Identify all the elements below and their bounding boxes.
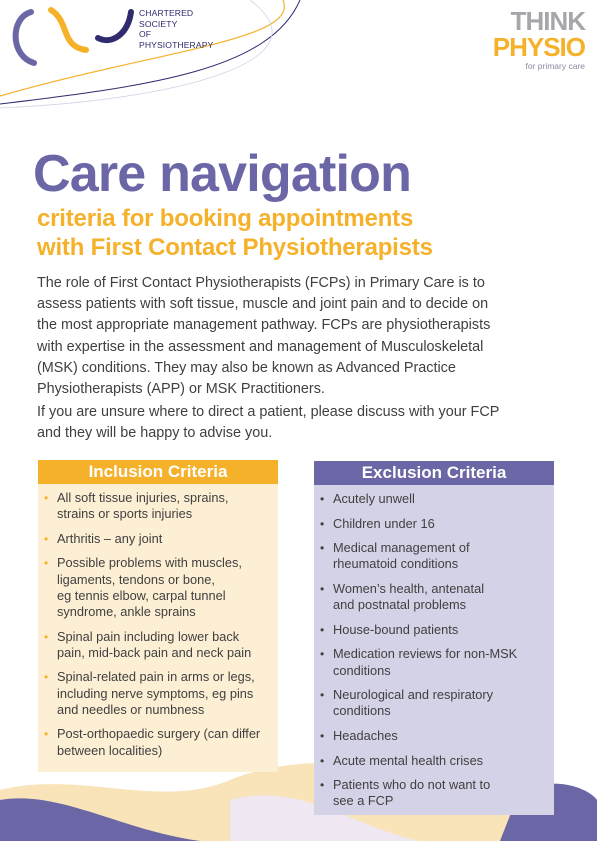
csp-logo-swirl-icon (51, 10, 86, 50)
inclusion-item-text: strains or sports injuries (57, 506, 193, 522)
bullet-icon: • (320, 516, 325, 531)
think-physio-word-physio: PHYSIO (492, 32, 585, 62)
think-physio-word-think: THINK (510, 6, 585, 36)
think-physio-logo (461, 8, 585, 71)
inclusion-item (38, 629, 278, 661)
inclusion-item (38, 669, 278, 718)
bullet-icon: • (44, 556, 49, 571)
exclusion-item (314, 728, 554, 744)
exclusion-item (314, 646, 554, 678)
exclusion-item-text: conditions (333, 662, 391, 678)
bullet-icon: • (320, 647, 325, 662)
bullet-icon: • (320, 728, 325, 743)
inclusion-item-text: Possible problems with muscles, (57, 555, 242, 571)
inclusion-item-text: including nerve symptoms, eg pins (57, 685, 254, 701)
exclusion-item-text: conditions (333, 703, 391, 719)
csp-logo-line: PHYSIOTHERAPY (139, 39, 214, 50)
bullet-icon: • (320, 541, 325, 556)
csp-logo-bracket-right-icon (98, 12, 131, 40)
bullet-icon: • (44, 531, 49, 546)
exclusion-item-text: House-bound patients (333, 621, 459, 637)
inclusion-item-text: All soft tissue injuries, sprains, (57, 490, 229, 505)
bullet-icon: • (44, 727, 49, 742)
bullet-icon: • (44, 629, 49, 644)
csp-logo-text (139, 8, 213, 50)
exclusion-item-text: and postnatal problems (333, 597, 467, 613)
exclusion-item (314, 777, 554, 809)
inclusion-criteria-heading: Inclusion Criteria (38, 460, 278, 484)
header-swoosh-light (0, 0, 272, 108)
inclusion-item-text: Spinal-related pain in arms or legs, (57, 669, 255, 685)
inclusion-item-text: Arthritis – any joint (57, 530, 163, 546)
exclusion-item-text: Headaches (333, 727, 398, 743)
inclusion-criteria-box (38, 460, 278, 772)
exclusion-item-text: Patients who do not want to (333, 777, 491, 793)
bullet-icon: • (320, 778, 325, 793)
inclusion-item-text: between localities) (57, 742, 163, 758)
intro-line: Physiotherapists (APP) or MSK Practitioners. (37, 381, 325, 398)
bullet-icon: • (320, 753, 325, 768)
exclusion-criteria-box (314, 461, 554, 815)
bullet-icon: • (44, 670, 49, 685)
subtitle-line: criteria for booking appointments (37, 205, 414, 232)
exclusion-criteria-list (314, 491, 554, 818)
exclusion-item (314, 581, 554, 613)
advice-line: If you are unsure where to direct a patient, please discuss with your FCP (37, 404, 500, 420)
exclusion-item-text: rheumatoid conditions (333, 556, 459, 572)
intro-line: the most appropriate management pathway. FCPs are physiotherapists (37, 317, 491, 334)
exclusion-item-text: Medication reviews for non-MSK (333, 646, 518, 662)
exclusion-item-text: Acute mental health crises (333, 752, 484, 768)
exclusion-criteria-heading: Exclusion Criteria (314, 461, 554, 485)
inclusion-item-text: ligaments, tendons or bone, (57, 571, 215, 587)
exclusion-item-text: Women’s health, antenatal (333, 580, 485, 596)
csp-logo-bracket-left-icon (16, 12, 34, 63)
csp-logo-line: OF (139, 29, 152, 40)
exclusion-item (314, 622, 554, 638)
exclusion-item-text: Medical management of (333, 540, 470, 556)
inclusion-item (38, 555, 278, 620)
advice-line: and they will be happy to advise you. (37, 425, 273, 442)
think-physio-tagline: for primary care (525, 61, 585, 71)
csp-logo-line: CHARTERED (139, 8, 194, 18)
exclusion-item-text: Neurological and respiratory (333, 687, 494, 703)
inclusion-item (38, 531, 278, 547)
bullet-icon: • (320, 581, 325, 596)
exclusion-item-text: see a FCP (333, 793, 394, 809)
bullet-icon: • (320, 688, 325, 703)
exclusion-item-text: Children under 16 (333, 515, 435, 531)
inclusion-criteria-list (38, 490, 278, 767)
inclusion-item-text: pain, mid-back pain and neck pain (57, 644, 252, 660)
page-subtitle (37, 204, 433, 262)
intro-line: assess patients with soft tissue, muscle and joint pain and to decide on (37, 296, 489, 313)
inclusion-item (38, 490, 278, 522)
bullet-icon: • (320, 492, 325, 506)
bullet-icon: • (320, 622, 325, 637)
csp-logo-line: SOCIETY (139, 18, 178, 29)
subtitle-line: with First Contact Physiotherapists (37, 234, 433, 261)
exclusion-item (314, 540, 554, 572)
inclusion-item-text: Spinal pain including lower back (57, 628, 240, 644)
exclusion-item (314, 516, 554, 532)
exclusion-item-text: Acutely unwell (333, 491, 415, 506)
bullet-icon: • (44, 491, 49, 505)
exclusion-item (314, 753, 554, 769)
inclusion-item-text: syndrome, ankle sprains (57, 604, 196, 619)
intro-line: (MSK) conditions. They may also be known as Advanced Practice (37, 359, 456, 376)
exclusion-item (314, 491, 554, 507)
intro-paragraph (37, 273, 567, 400)
inclusion-item-text: and needles or numbness (57, 701, 205, 717)
inclusion-item (38, 726, 278, 758)
inclusion-item-text: eg tennis elbow, carpal tunnel (57, 587, 226, 603)
page-title: Care navigation (33, 145, 412, 203)
intro-line: The role of First Contact Physiotherapists (FCPs) in Primary Care is to (37, 275, 485, 291)
advice-paragraph (37, 402, 567, 444)
intro-line: with expertise in the assessment and management of Musculoskeletal (37, 338, 484, 355)
inclusion-item-text: Post-orthopaedic surgery (can differ (57, 726, 261, 742)
exclusion-item (314, 687, 554, 719)
